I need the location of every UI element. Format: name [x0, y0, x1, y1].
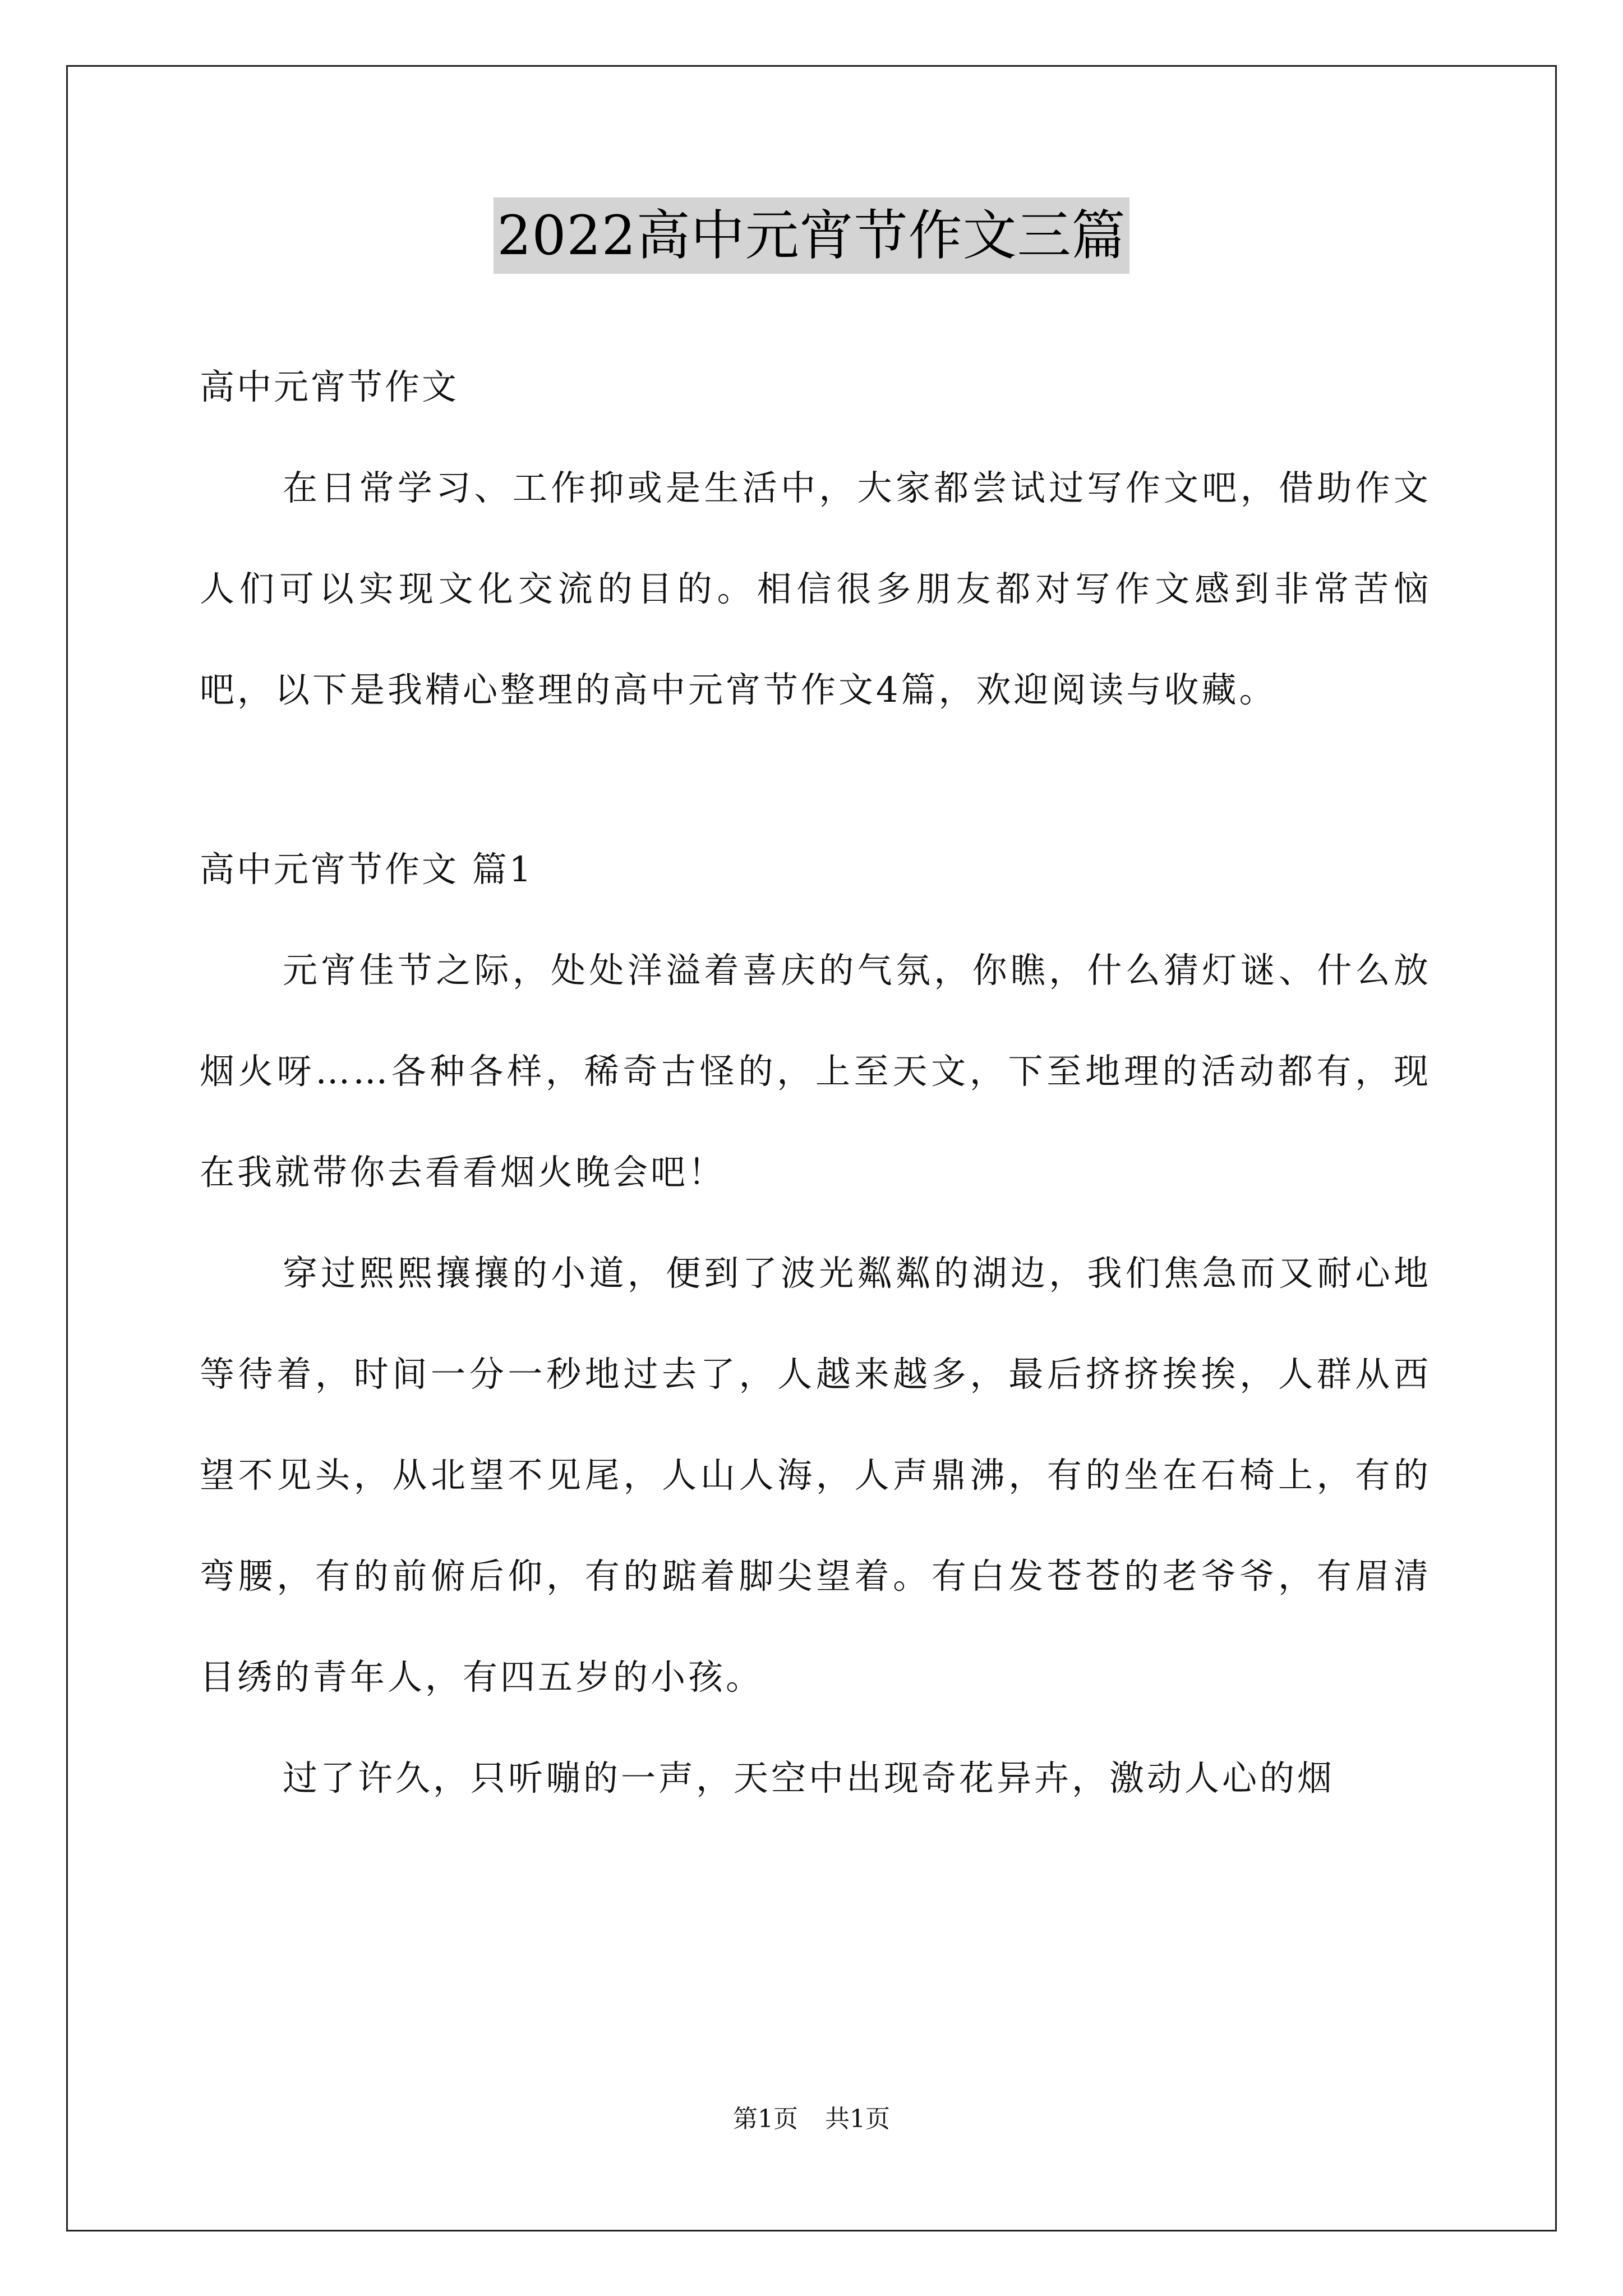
body-paragraph-3: 过了许久，只听嘣的一声，天空中出现奇花异卉，激动人心的烟 [283, 1757, 1335, 1798]
body-paragraph-1: 元宵佳节之际，处处洋溢着喜庆的气氛，你瞧，什么猜灯谜、什么放烟火呀……各种各样，稀奇古怪的，上至天文，下至地理的活动都有，现在我就带你去看看烟火晚会吧！ [200, 950, 1431, 1193]
body-paragraph-2: 穿过熙熙攘攘的小道，便到了波光粼粼的湖边，我们焦急而又耐心地等待着，时间一分一秒地过去了，人越来越多，最后挤挤挨挨，人群从西望不见头，从北望不见尾，人山人海，人声鼎沸，有的坐在石椅上，有的弯腰，有的前俯后仰，有的踮着脚尖望着。有白发苍苍的老爷爷，有眉清目绣的青年人，有四五岁的小孩。 [200, 1253, 1431, 1697]
page-number-current: 第1页 [733, 2105, 798, 2133]
document-title: 2022高中元宵节作文三篇 [494, 197, 1129, 274]
page-number-total: 共1页 [825, 2105, 890, 2133]
document-body [200, 337, 1431, 1829]
section-heading: 高中元宵节作文 篇1 [200, 849, 534, 890]
intro-heading: 高中元宵节作文 [200, 366, 459, 407]
title-container [0, 197, 1623, 274]
page-footer [0, 2102, 1623, 2136]
intro-paragraph: 在日常学习、工作抑或是生活中，大家都尝试过写作文吧，借助作文人们可以实现文化交流的目的。相信很多朋友都对写作文感到非常苦恼吧，以下是我精心整理的高中元宵节作文4篇，欢迎阅读与收藏。 [200, 467, 1431, 710]
